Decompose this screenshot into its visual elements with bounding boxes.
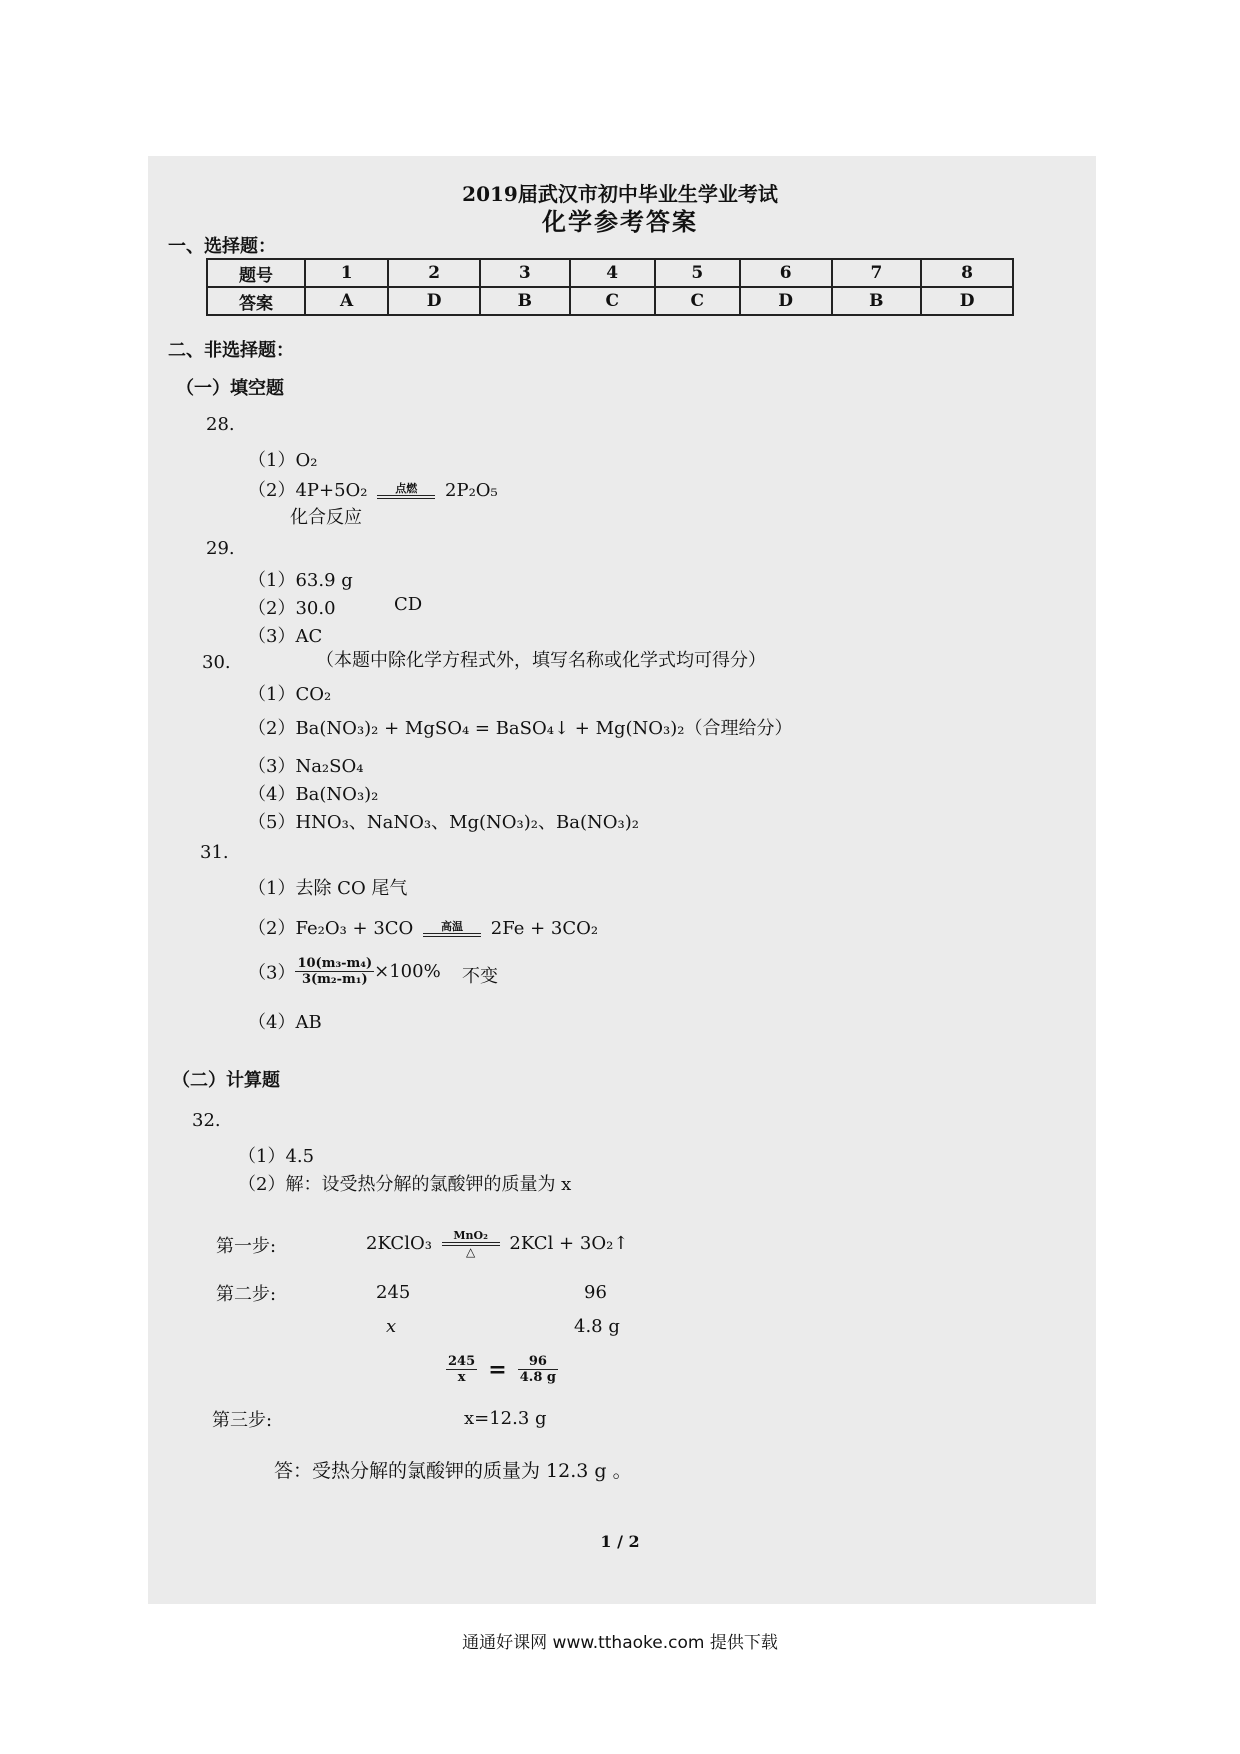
answer-text: （1）CO₂ [248, 684, 332, 705]
answer-text: 不变 [462, 966, 498, 987]
equals-bar [423, 933, 481, 937]
step-label: 第二步: [216, 1284, 277, 1305]
table-cell: 8 [921, 259, 1013, 287]
answer-text: O₂ [295, 450, 318, 471]
table-cell: 7 [832, 259, 922, 287]
fraction-denominator: x [457, 1370, 466, 1385]
answer-text: （2）30.0 [248, 598, 336, 619]
step-label: 第三步: [212, 1410, 273, 1431]
answer-table [206, 258, 1014, 316]
molar-mass: 245 [376, 1282, 411, 1303]
fraction [518, 1354, 558, 1385]
answer-text: （1）去除 CO 尾气 [248, 878, 408, 899]
answer-label: （3） [248, 962, 296, 984]
final-answer: 答：受热分解的氯酸钾的质量为 12.3 g 。 [274, 1460, 632, 1482]
answer-text: （2）解：设受热分解的氯酸钾的质量为 x [238, 1174, 572, 1195]
fraction [295, 956, 374, 987]
fraction-denominator: 3(m₂-m₁) [301, 972, 368, 987]
fraction-denominator: 4.8 g [519, 1370, 556, 1385]
footer-source: 通通好课网 www.tthaoke.com 提供下载 [462, 1633, 778, 1653]
table-cell: D [388, 287, 480, 315]
answer-label: （2） [248, 918, 296, 939]
question-number: 32. [192, 1110, 221, 1131]
table-cell: D [740, 287, 832, 315]
fraction-line [248, 956, 441, 987]
page-number: 1 / 2 [600, 1532, 640, 1551]
table-cell: 2 [388, 259, 480, 287]
step-label: 第一步: [216, 1236, 277, 1257]
equation-right: 2P₂O₅ [445, 480, 498, 501]
equation-left: Fe₂O₃ + 3CO [295, 918, 414, 939]
question-number: 31. [200, 842, 229, 863]
fraction-numerator: 245 [448, 1354, 476, 1369]
table-cell: C [655, 287, 740, 315]
table-cell: D [921, 287, 1013, 315]
answer-text: CD [394, 594, 423, 615]
equation-line [248, 476, 498, 502]
table-cell: A [305, 287, 388, 315]
equation-line [366, 1230, 628, 1258]
reaction-type: 化合反应 [290, 507, 362, 528]
equation-right: 2Fe + 3CO₂ [490, 918, 599, 939]
fraction-numerator: 10(m₃-m₄) [297, 956, 373, 971]
answer-text: （1）63.9 g [248, 570, 353, 591]
fill-blank-heading: （一）填空题 [176, 378, 284, 399]
question-number: 29. [206, 538, 235, 559]
calculation-heading: （二）计算题 [172, 1070, 280, 1091]
table-header-cell: 答案 [207, 287, 305, 315]
reaction-condition [377, 483, 435, 499]
table-row [207, 287, 1013, 315]
fraction [446, 1354, 477, 1385]
table-cell: C [570, 287, 655, 315]
answer-text: （1）4.5 [238, 1146, 315, 1167]
exam-title: 2019届武汉市初中毕业生学业考试 [462, 182, 778, 206]
question-number: 30. [202, 652, 231, 673]
answer-text: （2）Ba(NO₃)₂ + MgSO₄ = BaSO₄↓ + Mg(NO₃)₂（合理给分） [248, 718, 793, 739]
answer-text: （4）AB [248, 1012, 322, 1033]
section-choice-heading: 一、选择题： [168, 236, 276, 257]
percent-text: ×100% [374, 961, 441, 982]
answer-text: （4）Ba(NO₃)₂ [248, 784, 379, 805]
answer-text: （3）Na₂SO₄ [248, 756, 364, 777]
table-row [207, 259, 1013, 287]
reaction-condition [442, 1230, 500, 1258]
known-mass: 4.8 g [574, 1316, 620, 1337]
proportion [446, 1354, 558, 1385]
molar-mass: 96 [584, 1282, 607, 1303]
condition-text: 高温 [441, 920, 464, 933]
question-note: （本题中除化学方程式外，填写名称或化学式均可得分） [316, 650, 766, 671]
answer-label: （1） [248, 450, 296, 471]
answer-label: （2） [248, 480, 296, 501]
table-cell: 4 [570, 259, 655, 287]
equation-left: 4P+5O₂ [295, 480, 368, 501]
equation-right: 2KCl + 3O₂↑ [509, 1233, 629, 1254]
answer-text: （3）AC [248, 626, 323, 647]
table-cell: 1 [305, 259, 388, 287]
equation-left: 2KClO₃ [366, 1233, 432, 1254]
unknown-mass: x [386, 1316, 397, 1337]
fraction-numerator: 96 [518, 1354, 558, 1370]
answer-line [248, 446, 317, 472]
heat-symbol: △ [466, 1245, 476, 1259]
equation-line [248, 914, 598, 940]
question-number: 28. [206, 414, 235, 435]
table-cell: 5 [655, 259, 740, 287]
table-cell: B [832, 287, 922, 315]
table-cell: 3 [480, 259, 570, 287]
answer-title: 化学参考答案 [542, 207, 698, 236]
section-nonchoice-heading: 二、非选择题： [168, 340, 294, 361]
answer-text: （5）HNO₃、NaNO₃、Mg(NO₃)₂、Ba(NO₃)₂ [248, 812, 639, 833]
table-cell: 6 [740, 259, 832, 287]
table-cell: B [480, 287, 570, 315]
result-value: x=12.3 g [464, 1408, 547, 1429]
reaction-condition [423, 921, 481, 937]
equals-sign: = [488, 1356, 507, 1383]
condition-text: 点燃 [395, 482, 418, 495]
equals-bar [377, 495, 435, 499]
table-header-cell: 题号 [207, 259, 305, 287]
catalyst-text: MnO₂ [453, 1229, 488, 1242]
